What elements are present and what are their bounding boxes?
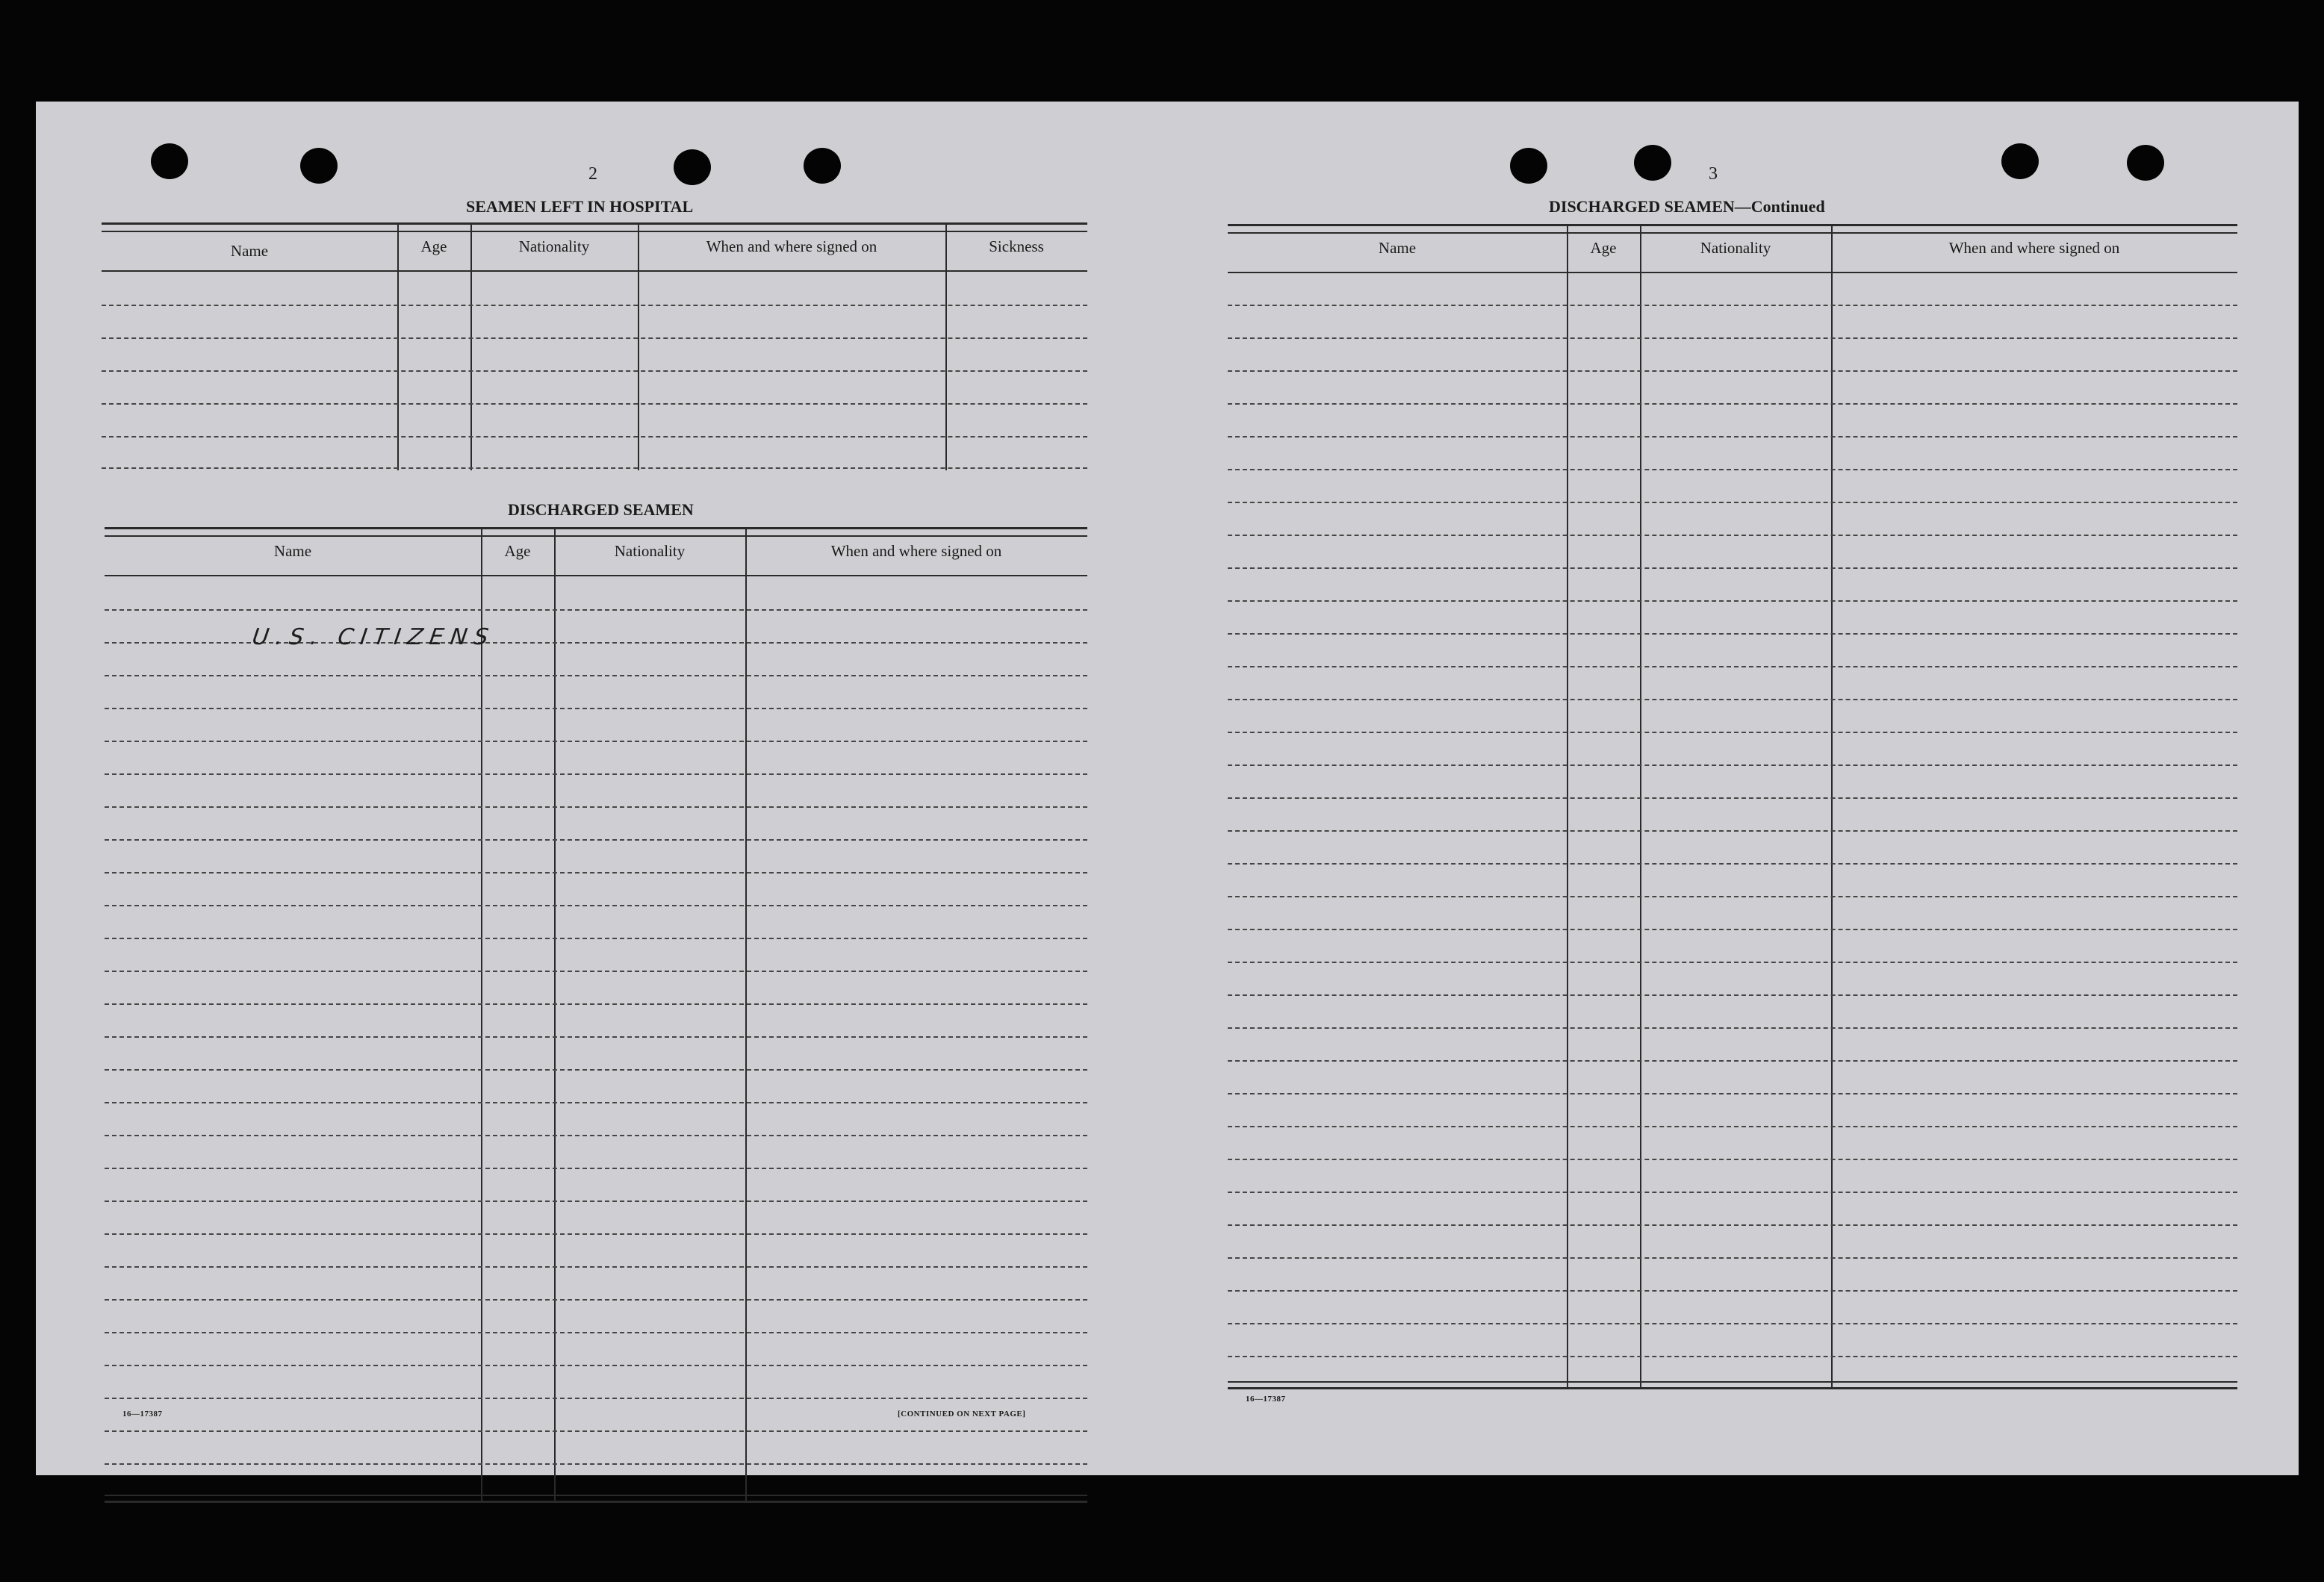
hospital-table (102, 222, 1087, 470)
entry-line (1228, 929, 2237, 930)
header-rule (105, 575, 1087, 576)
entry-line (105, 971, 1087, 972)
entry-line (1228, 797, 2237, 799)
entry-line (105, 708, 1087, 709)
entry-line (105, 1102, 1087, 1103)
entry-line (1228, 600, 2237, 602)
discharged-table-left (105, 527, 1087, 1502)
table-bottom-rule (1228, 1381, 2237, 1389)
column-header-signed-on: When and where signed on (706, 237, 877, 255)
handwritten-entry: U.S. CITIZENS (250, 624, 497, 650)
form-number: 16—17387 (122, 1410, 163, 1418)
column-header-name: Name (230, 242, 269, 260)
entry-line (105, 1365, 1087, 1366)
punch-hole (2127, 145, 2164, 181)
entry-line (1228, 1257, 2237, 1259)
entry-line (102, 337, 1087, 339)
entry-line (102, 467, 1087, 469)
entry-line (1228, 863, 2237, 865)
entry-line (105, 675, 1087, 676)
entry-line (105, 1430, 1087, 1432)
entry-line (105, 1463, 1087, 1465)
column-divider (638, 222, 639, 470)
entry-line (1228, 370, 2237, 372)
discharged-section-title: DISCHARGED SEAMEN (508, 500, 694, 519)
punch-hole (1634, 145, 1671, 181)
column-header-nationality: Nationality (614, 542, 686, 560)
column-header-sickness: Sickness (989, 237, 1044, 255)
entry-line (1228, 1126, 2237, 1127)
entry-line (1228, 469, 2237, 470)
entry-line (105, 1266, 1087, 1268)
entry-line (1228, 830, 2237, 832)
table-top-rule (105, 527, 1087, 537)
entry-line (105, 872, 1087, 873)
punch-hole (300, 148, 338, 184)
column-header-age: Age (420, 237, 447, 255)
entry-line (102, 403, 1087, 405)
column-divider (470, 222, 472, 470)
punch-hole (804, 148, 841, 184)
entry-line (105, 1200, 1087, 1202)
entry-line (1228, 1060, 2237, 1062)
entry-line (105, 839, 1087, 841)
entry-line (1228, 403, 2237, 405)
column-header-age: Age (1590, 239, 1617, 257)
column-divider (945, 222, 947, 470)
column-header-age: Age (504, 542, 531, 560)
hospital-section-title: SEAMEN LEFT IN HOSPITAL (466, 197, 694, 216)
entry-line (1228, 535, 2237, 536)
form-number: 16—17387 (1246, 1395, 1286, 1404)
entry-line (1228, 337, 2237, 339)
entry-line (105, 806, 1087, 808)
entry-line (1228, 962, 2237, 963)
entry-line (1228, 436, 2237, 437)
entry-line (1228, 732, 2237, 733)
column-header-nationality: Nationality (518, 237, 590, 255)
entry-line (105, 1299, 1087, 1301)
entry-line (1228, 764, 2237, 766)
table-bottom-rule (105, 1495, 1087, 1503)
entry-line (105, 1398, 1087, 1399)
entry-line (105, 1332, 1087, 1333)
column-header-name: Name (273, 542, 312, 560)
entry-line (1228, 1323, 2237, 1324)
entry-line (105, 1069, 1087, 1071)
punch-hole (674, 149, 711, 185)
column-divider (745, 527, 747, 1502)
left-page-number: 2 (588, 164, 597, 184)
entry-line (102, 436, 1087, 437)
entry-line (105, 1168, 1087, 1169)
entry-line (105, 905, 1087, 906)
entry-line (1228, 1027, 2237, 1029)
entry-line (1228, 1192, 2237, 1193)
column-header-signed-on: When and where signed on (1948, 239, 2120, 257)
entry-line (1228, 633, 2237, 635)
entry-line (1228, 666, 2237, 667)
header-rule (102, 270, 1087, 272)
column-divider (1831, 224, 1833, 1389)
entry-line (105, 1135, 1087, 1136)
entry-line (1228, 896, 2237, 897)
column-divider (1640, 224, 1641, 1389)
entry-line (1228, 1224, 2237, 1226)
entry-line (102, 305, 1087, 306)
entry-line (105, 1233, 1087, 1235)
entry-line (1228, 1356, 2237, 1357)
entry-line (105, 938, 1087, 939)
entry-line (1228, 994, 2237, 996)
entry-line (105, 773, 1087, 775)
entry-line (1228, 1093, 2237, 1094)
continued-section-title: DISCHARGED SEAMEN—Continued (1549, 197, 1825, 216)
entry-line (1228, 502, 2237, 503)
entry-line (105, 609, 1087, 611)
column-header-signed-on: When and where signed on (830, 542, 1002, 560)
entry-line (105, 1003, 1087, 1005)
column-divider (397, 222, 399, 470)
entry-line (105, 741, 1087, 742)
entry-line (105, 1036, 1087, 1038)
column-header-nationality: Nationality (1700, 239, 1771, 257)
punch-hole (151, 143, 188, 179)
punch-hole (1510, 148, 1547, 184)
right-page-number: 3 (1709, 164, 1718, 184)
entry-line (1228, 305, 2237, 306)
entry-line (1228, 1159, 2237, 1160)
header-rule (1228, 272, 2237, 273)
column-divider (554, 527, 556, 1502)
column-divider (1567, 224, 1568, 1389)
continued-note: [CONTINUED ON NEXT PAGE] (898, 1410, 1026, 1418)
entry-line (1228, 699, 2237, 700)
column-divider (481, 527, 482, 1502)
punch-hole (2001, 143, 2039, 179)
entry-line (1228, 1290, 2237, 1292)
discharged-table-right (1228, 224, 2237, 1389)
entry-line (1228, 567, 2237, 569)
table-top-rule (102, 222, 1087, 232)
entry-line (102, 370, 1087, 372)
manifest-sheet (36, 102, 2299, 1475)
table-top-rule (1228, 224, 2237, 234)
column-header-name: Name (1378, 239, 1417, 257)
